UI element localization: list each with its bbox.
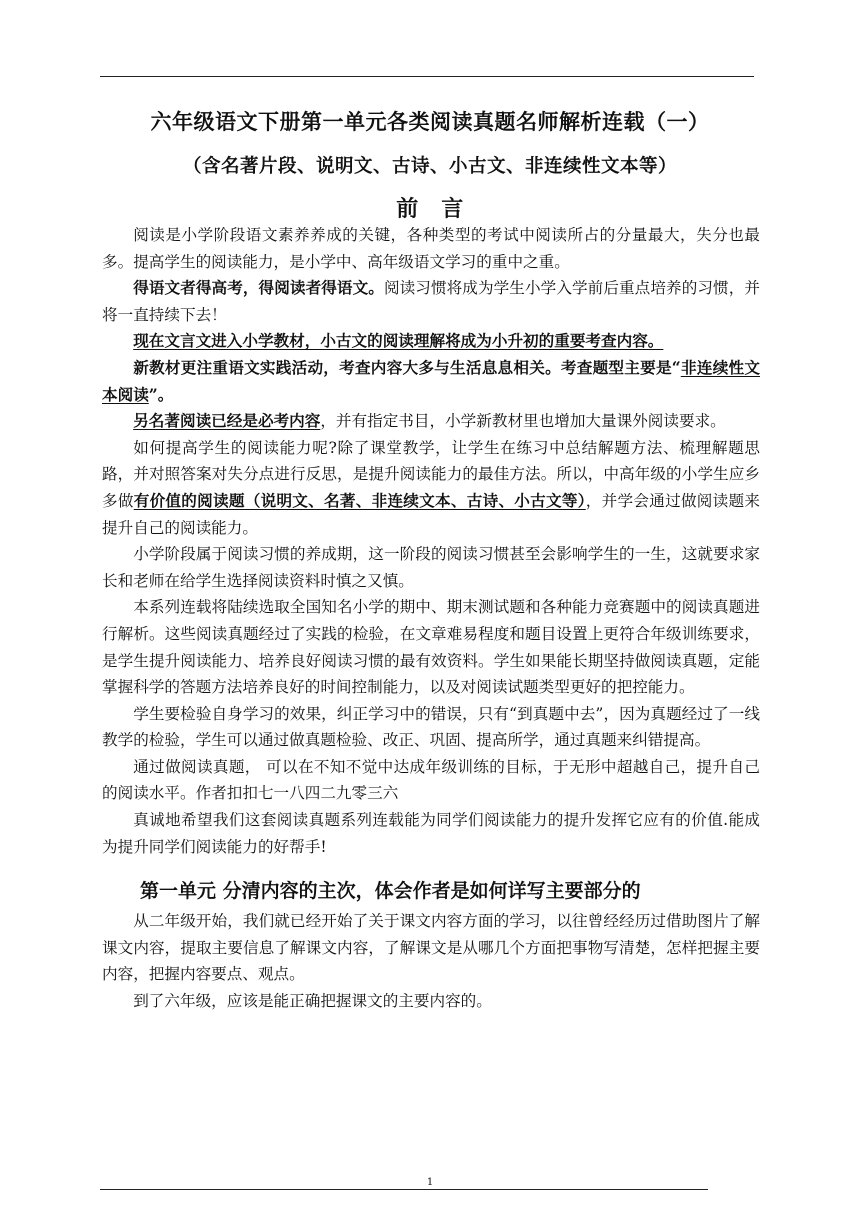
paragraph-10: 通过做阅读真题， 可以在不知不觉中达成年级训练的目标，于无形中超越自己，提升自己的阅读水平。作者扣扣七一八四二九零三六 bbox=[102, 757, 760, 803]
unit-heading: 第一单元 分清内容的主次，体会作者是如何详写主要部分的 bbox=[140, 880, 641, 903]
paragraph-9: 学生要检验自身学习的效果，纠正学习中的错误，只有“到真题中去”，因为真题经过了一线教学的检验，学生可以通过做真题检验、改正、巩固、提高所学，通过真题来纠错提高。 bbox=[102, 704, 760, 750]
paragraph-5-text: ，并有指定书目，小学新教材里也增加大量课外阅读要求。 bbox=[320, 412, 726, 431]
paragraph-6 bbox=[102, 435, 760, 541]
paragraph-2 bbox=[102, 275, 760, 328]
document-title: 六年级语文下册第一单元各类阅读真题名师解析连载（一） bbox=[150, 110, 710, 134]
paragraph-7: 小学阶段属于阅读习惯的养成期，这一阶段的阅读习惯甚至会影响学生的一生，这就要求家长和老师在给学生选择阅读资料时慎之又慎。 bbox=[102, 545, 760, 590]
paragraph-6-text-a: 如何提高学生的阅读能力呢?除了课堂教学，让学生在练习中总结解题方法、梳理解题思路，并对照答案对失分点进行反思，是提升阅读能力的最佳方法。所以，中高年级的小学生应乡多做 bbox=[102, 438, 760, 510]
document-subtitle: （含名著片段、说明文、古诗、小古文、非连续性文本等） bbox=[182, 156, 677, 177]
document-body bbox=[102, 222, 760, 1015]
paragraph-4-end: ”。 bbox=[148, 384, 174, 404]
unit-paragraph-2: 到了六年级，应该是能正确把握课文的主要内容的。 bbox=[133, 992, 492, 1011]
paragraph-8: 本系列连载将陆续选取全国知名小学的期中、期末测试题和各种能力竞赛题中的阅读真题进行解析。这些阅读真题经过了实践的检验，在文章难易程度和题目设置上更符合年级训练要求，是学生提升阅读能力、培养良好阅读习惯的最有效资料。学生如果能长期坚持做阅读真题，定能掌握科学的答题方法培养良好的时间控制能力，以及对阅读试题类型更好的把控能力。 bbox=[102, 598, 760, 697]
underlined-statement: 现在文言文进入小学教材，小古文的阅读理解将成为小升初的重要考查内容。 bbox=[133, 331, 664, 351]
page-number: 1 bbox=[426, 1177, 434, 1188]
paragraph-3 bbox=[102, 328, 760, 355]
underlined-classics: 另名著阅读已经是必考内容 bbox=[133, 411, 321, 431]
paragraph-4 bbox=[102, 355, 760, 408]
paragraph-4-text: 新教材更注重语文实践活动，考查内容大多与生活息息相关。考查题型主要是“ bbox=[133, 357, 681, 377]
preface-heading: 前 言 bbox=[396, 197, 464, 222]
underlined-question-types: 有价值的阅读题（说明文、名著、非连续文本、古诗、小古文等） bbox=[133, 490, 586, 510]
paragraph-1: 阅读是小学阶段语文素养养成的关键，各种类型的考试中阅读所占的分量最大，失分也最多。提高学生的阅读能力，是小学中、高年级语文学习的重中之重。 bbox=[102, 226, 760, 271]
footer-rule bbox=[100, 1189, 708, 1190]
underlined-term: 非连续性文本阅读 bbox=[102, 357, 760, 404]
bold-slogan: 得语文者得高考，得阅读者得语文。 bbox=[133, 278, 384, 298]
paragraph-11: 真诚地希望我们这套阅读真题系列连载能为同学们阅读能力的提升发挥它应有的价值.能成为提升同学们阅读能力的好帮手! bbox=[102, 811, 760, 856]
header-rule bbox=[100, 76, 754, 77]
paragraph-6-text-b: ，并学会通过做阅读题来提升自己的阅读能力。 bbox=[102, 491, 760, 537]
unit-paragraph-1: 从二年级开始，我们就已经开始了关于课文内容方面的学习，以往曾经经历过借助图片了解课文内容，提取主要信息了解课文内容，了解课文是从哪几个方面把事物写清楚，怎样把握主要内容，把握内容要点、观点。 bbox=[102, 912, 760, 984]
paragraph-5 bbox=[102, 408, 760, 435]
paragraph-2-text: 阅读习惯将成为学生小学入学前后重点培养的习惯，并将一直持续下去！ bbox=[102, 279, 760, 324]
